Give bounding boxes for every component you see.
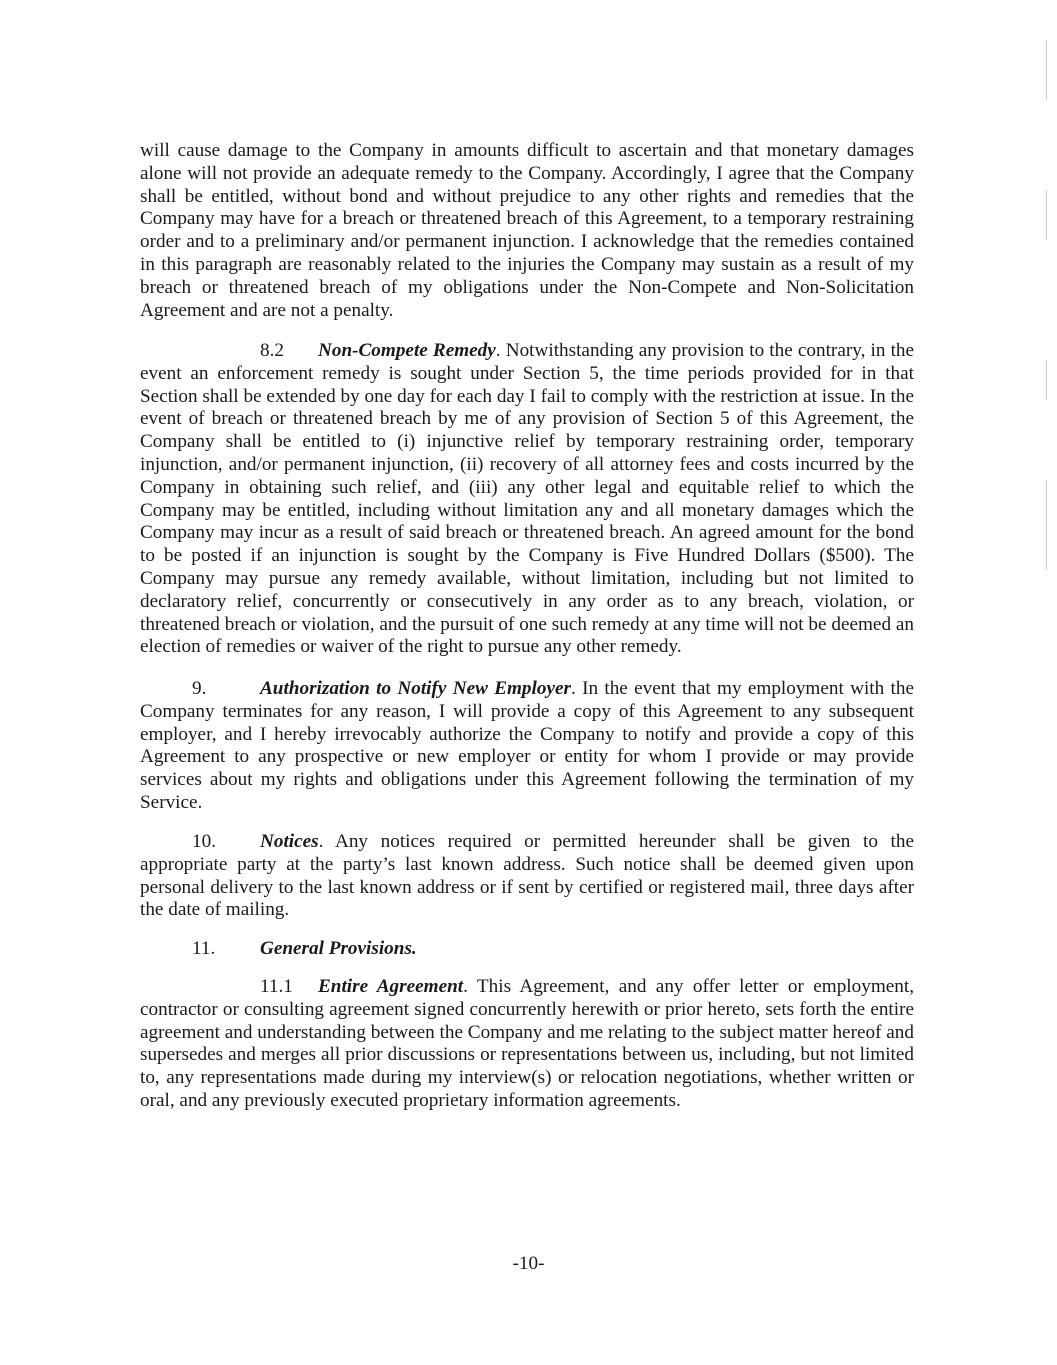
section-11-1-number: 11.1 bbox=[260, 976, 293, 997]
section-8-2-heading: Non-Compete Remedy bbox=[318, 340, 496, 361]
section-11-1-heading: Entire Agreement bbox=[318, 976, 464, 997]
section-9 bbox=[140, 678, 914, 815]
page-number: -10- bbox=[512, 1253, 545, 1274]
section-9-body: In the event that my employment with the Company terminates for any reason, I will provide a copy of this Agreement to any subsequent employer, and I hereby irrevocably authorize the Company to notify and provide a copy of this Agreement to any prospective or new employer or entity for whom I provide or may provide services about my rights and obligations under this Agreement following the termination of my Service. bbox=[140, 678, 914, 813]
section-10 bbox=[140, 831, 914, 922]
section-10-heading-period: . bbox=[318, 831, 335, 852]
section-10-number: 10. bbox=[192, 831, 216, 852]
section-11-number: 11. bbox=[192, 938, 216, 959]
section-8-2-number: 8.2 bbox=[260, 340, 284, 361]
section-11-1-body: This Agreement, and any offer letter or employment, contractor or consulting agreement signed concurrently herewith or prior hereto, sets forth the entire agreement and understanding between the Company and me relating to the subject matter hereof and supersedes and merges all prior discussions or representations between us, including, but not limited to, any representations made during my interview(s) or relocation negotiations, whether written or oral, and any previously executed proprietary information agreements. bbox=[140, 976, 914, 1111]
section-9-number: 9. bbox=[192, 678, 207, 699]
scan-edge-mark bbox=[1046, 480, 1047, 570]
section-9-heading: Authorization to Notify New Employer bbox=[260, 678, 571, 699]
section-8-2-body: Notwithstanding any provision to the contrary, in the event an enforcement remedy is sought under Section 5, the time periods provided for in that Section shall be extended by one day for each day I fail to comply with the restriction at issue. In the event of breach or threatened breach by me of any provision of Section 5 of this Agreement, the Company shall be entitled to (i) injunctive relief by temporary restraining order, temporary injunction, and/or permanent injunction, (ii) recovery of all attorney fees and costs incurred by the Company in obtaining such relief, and (iii) any other legal and equitable relief to which the Company may be entitled, including without limitation any and all monetary damages which the Company may incur as a result of said breach or threatened breach. An agreed amount for the bond to be posted if an injunction is sought by the Company is Five Hundred Dollars ($500). The Company may pursue any remedy available, without limitation, including but not limited to declaratory relief, concurrently or consecutively in any order as to any breach, violation, or threatened breach or violation, and the pursuit of one such remedy at any time will not be deemed an election of remedies or waiver of the right to pursue any other remedy. bbox=[140, 340, 915, 658]
section-8-2-heading-period: . bbox=[495, 340, 506, 361]
paragraph-continuation: will cause damage to the Company in amounts difficult to ascertain and that monetary damages alone will not provide an adequate remedy to the Company. Accordingly, I agree that the Company shall be entitled, without bond and without prejudice to any other rights and remedies that the Company may have for a breach or threatened breach of this Agreement, to a temporary restraining order and to a preliminary and/or permanent injunction. I acknowledge that the remedies contained in this paragraph are reasonably related to the injuries the Company may sustain as a result of my breach or threatened breach of my obligations under the Non-Compete and Non-Solicitation Agreement and are not a penalty. bbox=[140, 140, 914, 321]
section-9-heading-period: . bbox=[570, 678, 583, 699]
scan-edge-mark bbox=[1046, 190, 1047, 240]
section-10-body: Any notices required or permitted hereunder shall be given to the appropriate party at the party’s last known address. Such notice shall be deemed given upon personal delivery to the last known address or if sent by certified or registered mail, three days after the date of mailing. bbox=[140, 831, 914, 921]
scan-edge-mark bbox=[1046, 360, 1047, 400]
section-11-1 bbox=[140, 976, 914, 1113]
section-11-1-heading-period: . bbox=[463, 976, 477, 997]
section-10-heading: Notices bbox=[260, 831, 319, 852]
scan-edge-mark bbox=[1046, 40, 1047, 100]
section-11 bbox=[140, 938, 914, 961]
section-11-heading: General Provisions. bbox=[260, 938, 417, 959]
section-8-2 bbox=[140, 340, 914, 659]
